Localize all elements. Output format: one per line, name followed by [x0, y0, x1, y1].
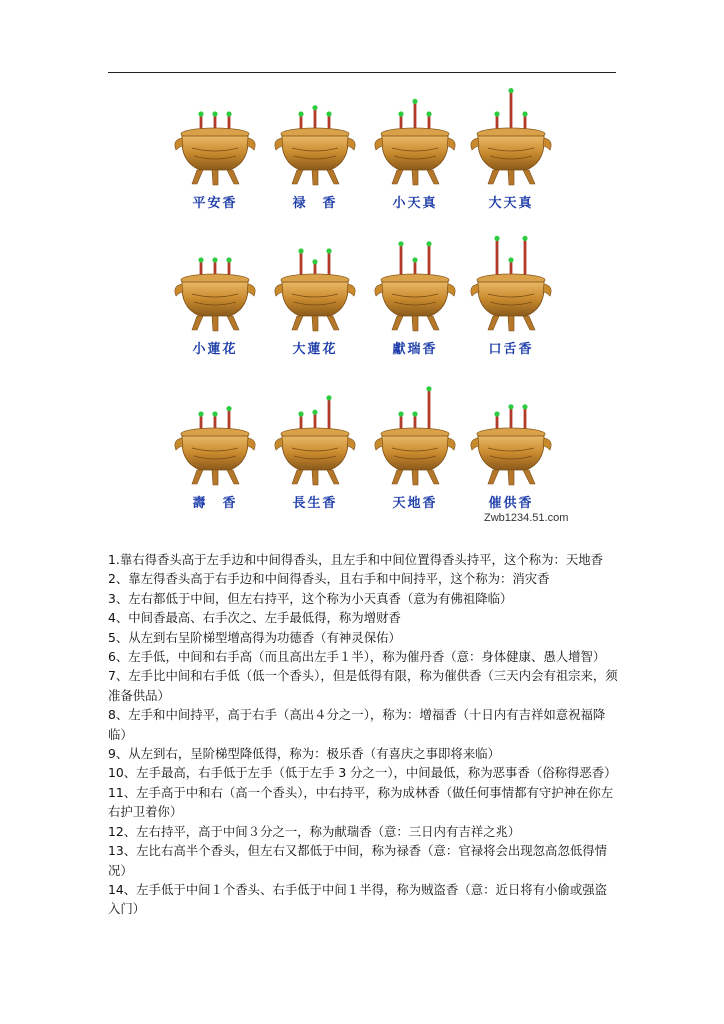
censer-handle [347, 138, 355, 150]
rule-item: 4、中间香最高、右手次之、左手最低得，称为增财香 [108, 610, 401, 626]
censer-icon [170, 392, 260, 494]
incense-tip [326, 111, 331, 116]
censer-body [182, 436, 248, 470]
incense-tip [312, 259, 317, 264]
censer-leg [392, 470, 403, 484]
incense-stick [400, 244, 403, 278]
rule-item: 14、左手低于中间１个香头、右手低于中间１半得，称为贼盗香（意：近日将有小偷或强盗入门） [108, 881, 608, 917]
incense-figure-label: 長生香 [292, 496, 338, 511]
incense-figure [466, 392, 556, 522]
censer-leg [523, 470, 535, 484]
incense-tip [412, 411, 417, 416]
rule-item: 5、从左到右呈阶梯型增高得为功德香（有神灵保佑） [108, 629, 401, 645]
rule-item: 3、左右都低于中间，但左右持平，这个称为小天真香（意为有佛祖降临） [108, 590, 513, 606]
incense-tip [226, 406, 231, 411]
rule-item: 11、左手高于中和右（高一个香头），中右持平，称为成林香（做任何事情都有守护神在你左右护卫着你） [108, 784, 614, 820]
censer-leg [227, 316, 239, 330]
incense-figure [370, 392, 460, 522]
incense-tip [426, 386, 431, 391]
censer-handle [471, 138, 479, 150]
incense-tip [326, 395, 331, 400]
censer-icon [270, 238, 360, 340]
censer-leg [312, 170, 318, 185]
incense-stick [328, 398, 331, 432]
censer-icon [370, 238, 460, 340]
censer-leg [488, 316, 499, 330]
censer-icon [170, 92, 260, 194]
censer-icon [270, 392, 360, 494]
censer-body [478, 282, 544, 316]
incense-figure-label: 天地香 [392, 496, 438, 511]
rule-item: 8、左手和中间持平，高于右手（高出４分之一），称为：增福香（十日内有吉祥如意祝福降临） [108, 707, 606, 742]
censer-icon [370, 92, 460, 194]
censer-handle [543, 138, 551, 150]
incense-tip [508, 88, 513, 93]
rule-item: 6、左手低，中间和右手高（而且高出左手１半），称为催丹香（意：身体健康、愚人增智） [108, 649, 606, 665]
incense-figure [270, 238, 360, 368]
incense-stick [428, 389, 431, 432]
incense-figure [170, 238, 260, 368]
censer-leg [392, 316, 403, 330]
censer-leg [508, 316, 514, 331]
censer-leg [488, 170, 499, 184]
incense-tip [398, 241, 403, 246]
incense-figure-label: 獻瑞香 [392, 342, 438, 357]
incense-figure-label: 小天真 [392, 196, 438, 211]
censer-leg [488, 470, 499, 484]
incense-tip [198, 411, 203, 416]
censer-handle [247, 284, 255, 296]
censer-leg [412, 470, 418, 485]
censer-handle [347, 438, 355, 450]
censer-handle [375, 138, 383, 150]
incense-figure-label: 大蓮花 [292, 342, 338, 357]
censer-handle [543, 284, 551, 296]
censer-icon [370, 392, 460, 494]
incense-figure [270, 92, 360, 222]
incense-tip [298, 111, 303, 116]
censer-leg [427, 316, 439, 330]
censer-leg [392, 170, 403, 184]
incense-tip [398, 111, 403, 116]
incense-tip [226, 111, 231, 116]
censer-handle [247, 438, 255, 450]
censer-body [182, 136, 248, 170]
censer-icon [466, 238, 556, 340]
incense-rules-list [108, 550, 618, 919]
incense-figure-label: 小蓮花 [192, 342, 238, 357]
incense-tip [226, 257, 231, 262]
censer-body [282, 436, 348, 470]
incense-stick [428, 244, 431, 278]
censer-leg [292, 316, 303, 330]
censer-leg [427, 470, 439, 484]
incense-figure [466, 92, 556, 222]
censer-leg [412, 170, 418, 185]
censer-leg [427, 170, 439, 184]
censer-leg [212, 316, 218, 331]
incense-stick [510, 91, 513, 132]
censer-body [382, 136, 448, 170]
incense-tip [298, 248, 303, 253]
rule-item: 1.靠右得香头高于左手边和中间得香头，且左手和中间位置得香头持平，这个称为：天地香 [108, 552, 604, 567]
rule-item: 10、左手最高，右手低于左手（低于左手 3 分之一），中间最低，称为恶事香（俗称得恶香） [108, 765, 617, 781]
incense-tip [298, 411, 303, 416]
incense-tip [398, 411, 403, 416]
censer-handle [447, 138, 455, 150]
censer-leg [327, 170, 339, 184]
censer-leg [412, 316, 418, 331]
censer-handle [175, 284, 183, 296]
incense-tip [522, 236, 527, 241]
incense-tip [494, 411, 499, 416]
incense-figure [170, 92, 260, 222]
censer-body [282, 282, 348, 316]
censer-leg [508, 470, 514, 485]
incense-tip [412, 99, 417, 104]
censer-leg [227, 470, 239, 484]
incense-tip [212, 411, 217, 416]
incense-tip [522, 111, 527, 116]
censer-handle [471, 284, 479, 296]
incense-tip [198, 257, 203, 262]
censer-handle [175, 138, 183, 150]
incense-tip [312, 410, 317, 415]
censer-handle [375, 438, 383, 450]
incense-tip [326, 248, 331, 253]
censer-handle [543, 438, 551, 450]
censer-handle [447, 284, 455, 296]
incense-tip [508, 404, 513, 409]
incense-tip [312, 105, 317, 110]
incense-figure-label: 催供香 [488, 496, 534, 511]
incense-figure-grid [170, 92, 560, 532]
censer-handle [247, 138, 255, 150]
incense-stick [300, 251, 303, 278]
censer-body [478, 436, 544, 470]
censer-leg [508, 170, 514, 185]
censer-leg [523, 170, 535, 184]
censer-leg [192, 316, 203, 330]
censer-leg [192, 170, 203, 184]
censer-leg [312, 316, 318, 331]
censer-leg [312, 470, 318, 485]
incense-figure-label: 壽 香 [192, 496, 238, 511]
top-divider [108, 72, 616, 73]
incense-tip [522, 404, 527, 409]
censer-leg [292, 470, 303, 484]
censer-icon [466, 92, 556, 194]
incense-tip [212, 111, 217, 116]
incense-tip [426, 111, 431, 116]
rule-item: 9、从左到右，呈阶梯型降低得，称为：极乐香（有喜庆之事即将来临） [108, 746, 500, 762]
incense-stick [328, 251, 331, 278]
incense-stick [414, 101, 417, 132]
censer-handle [447, 438, 455, 450]
incense-figure [170, 392, 260, 522]
incense-tip [494, 236, 499, 241]
incense-tip [508, 257, 513, 262]
censer-handle [375, 284, 383, 296]
censer-handle [347, 284, 355, 296]
censer-leg [292, 170, 303, 184]
incense-figure [370, 92, 460, 222]
censer-handle [275, 138, 283, 150]
rule-item: 12、左右持平，高于中间３分之一，称为献瑞香（意：三日内有吉祥之兆） [108, 823, 521, 839]
censer-body [478, 136, 544, 170]
incense-tip [426, 241, 431, 246]
incense-figure-label: 平安香 [192, 196, 238, 211]
incense-stick [496, 238, 499, 278]
censer-icon [466, 392, 556, 494]
censer-leg [227, 170, 239, 184]
censer-handle [275, 284, 283, 296]
incense-tip [198, 111, 203, 116]
censer-body [282, 136, 348, 170]
rule-item: 7、左手比中间和右手低（低一个香头），但是低得有限，称为催供香（三天内会有祖宗来，须准备供品） [108, 668, 618, 703]
censer-handle [175, 438, 183, 450]
incense-stick [524, 238, 527, 278]
incense-figure-label: 禄 香 [292, 196, 338, 211]
watermark: Zwb1234.51.com [484, 512, 569, 524]
censer-leg [327, 316, 339, 330]
incense-figure [466, 238, 556, 368]
censer-body [182, 282, 248, 316]
censer-body [382, 436, 448, 470]
rule-item: 13、左比右高半个香头，但左右又都低于中间，称为禄香（意：官禄将会出现忽高忽低得情况） [108, 843, 608, 878]
incense-figure [270, 392, 360, 522]
incense-figure-label: 口舌香 [488, 342, 534, 357]
censer-icon [170, 238, 260, 340]
censer-leg [212, 470, 218, 485]
censer-leg [192, 470, 203, 484]
rule-item: 2、靠左得香头高于右手边和中间得香头，且右手和中间持平，这个称为：消灾香 [108, 571, 550, 587]
incense-tip [494, 111, 499, 116]
censer-icon [270, 92, 360, 194]
censer-handle [471, 438, 479, 450]
incense-tip [212, 257, 217, 262]
censer-body [382, 282, 448, 316]
censer-leg [327, 470, 339, 484]
incense-tip [412, 257, 417, 262]
incense-figure [370, 238, 460, 368]
incense-figure-label: 大天真 [488, 196, 534, 211]
censer-leg [212, 170, 218, 185]
censer-leg [523, 316, 535, 330]
censer-handle [275, 438, 283, 450]
